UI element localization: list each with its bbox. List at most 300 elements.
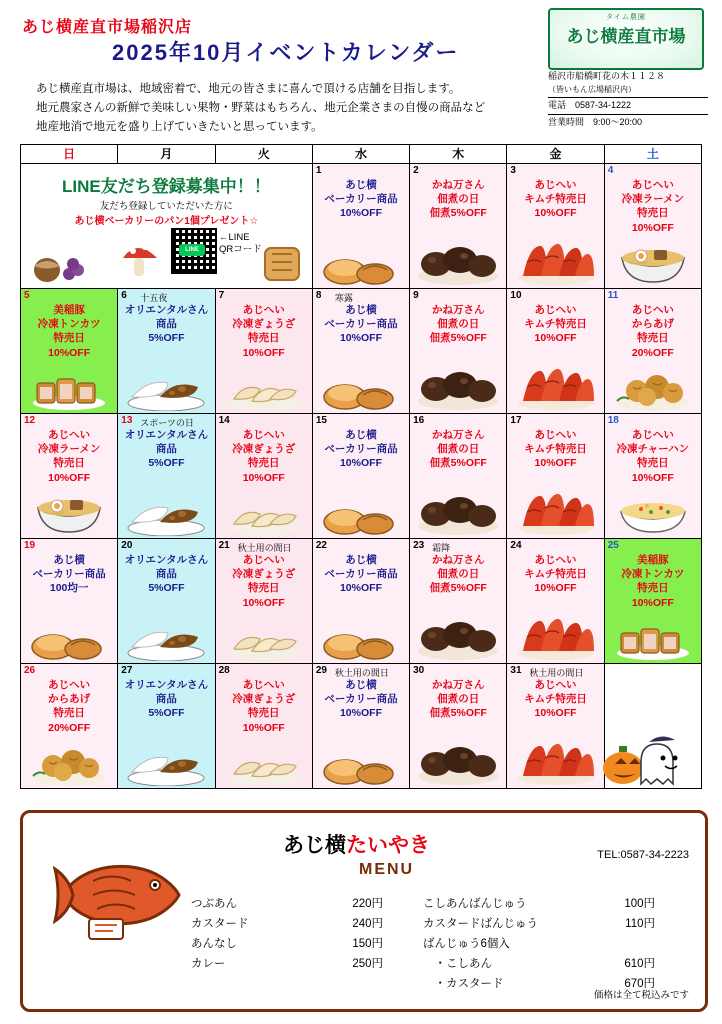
menu-item bbox=[423, 913, 673, 933]
cell-line: あじへい bbox=[242, 554, 285, 566]
tax-note: 価格は全て税込みです bbox=[593, 990, 689, 1001]
cell-line: 10%OFF bbox=[339, 207, 382, 220]
day-event-text bbox=[410, 678, 506, 721]
page-header bbox=[0, 0, 722, 140]
taiyaki-menu-right bbox=[423, 893, 673, 993]
menu-item-price: 250円 bbox=[352, 958, 383, 970]
cell-line: 10%OFF bbox=[534, 457, 577, 470]
taiyaki-fish-icon bbox=[53, 847, 183, 943]
ramen-illustration bbox=[614, 238, 692, 286]
dow-mon: 月 bbox=[118, 145, 215, 164]
calendar-day-cell[interactable] bbox=[21, 289, 118, 414]
cell-line: あじへい bbox=[242, 429, 285, 441]
bread-illustration bbox=[321, 238, 401, 286]
cell-line: あじへい bbox=[534, 429, 577, 441]
line-promo bbox=[21, 164, 312, 288]
bread-illustration bbox=[321, 363, 401, 411]
calendar-day-cell[interactable] bbox=[507, 664, 604, 789]
calendar-header-row bbox=[21, 145, 702, 164]
cell-line: ベーカリー商品 bbox=[32, 568, 106, 581]
day-event-text bbox=[216, 303, 312, 360]
day-note: 秋土用の間日 bbox=[529, 668, 584, 678]
intro-text bbox=[36, 80, 536, 137]
cell-line: キムチ特売日 bbox=[524, 443, 587, 456]
cell-line: あじ横 bbox=[345, 679, 377, 691]
cell-line: 10%OFF bbox=[534, 332, 577, 345]
logo-main-text: あじ横産直市場 bbox=[566, 27, 686, 46]
curry-illustration bbox=[124, 488, 208, 536]
day-number: 24 bbox=[510, 540, 522, 551]
cell-line: 特売日 bbox=[53, 707, 85, 720]
cell-line: 特売日 bbox=[53, 332, 85, 345]
menu-item-price: 610円 bbox=[624, 958, 655, 970]
intro-line-1: あじ横産直市場は、地域密着で、地元の皆さまに喜んで頂ける店舗を目指します。 bbox=[36, 83, 461, 95]
day-note: 秋土用の間日 bbox=[334, 668, 389, 678]
store-logo bbox=[548, 8, 704, 70]
cell-line: 佃煮5%OFF bbox=[429, 582, 487, 595]
calendar-day-cell[interactable] bbox=[118, 539, 215, 664]
calendar-day-cell[interactable] bbox=[312, 664, 409, 789]
menu-item bbox=[423, 933, 673, 953]
bread-illustration bbox=[29, 613, 109, 661]
cell-line: 冷凍ぎょうざ bbox=[232, 693, 296, 706]
halloween-illustration bbox=[593, 726, 713, 786]
day-event-text bbox=[410, 178, 506, 221]
cell-line: 特売日 bbox=[637, 207, 669, 220]
cell-line: キムチ特売日 bbox=[524, 693, 587, 706]
calendar-day-cell[interactable] bbox=[215, 414, 312, 539]
cell-line: 特売日 bbox=[637, 332, 669, 345]
taiyaki-brand-right: たいやき bbox=[346, 834, 430, 857]
cell-line: 特売日 bbox=[247, 457, 280, 470]
day-number: 16 bbox=[413, 415, 425, 426]
day-number: 1 bbox=[315, 165, 322, 176]
day-event-text bbox=[118, 303, 214, 346]
cell-line: キムチ特売日 bbox=[524, 318, 587, 331]
tonkatsu-illustration bbox=[27, 365, 111, 411]
calendar-day-cell[interactable] bbox=[312, 164, 409, 289]
menu-item-price: 240円 bbox=[352, 918, 383, 930]
cell-line: 佃煮5%OFF bbox=[429, 332, 487, 345]
karaage-illustration bbox=[27, 738, 111, 786]
day-number: 20 bbox=[121, 540, 133, 551]
menu-item bbox=[191, 893, 391, 913]
cell-line: かね万さん bbox=[432, 679, 485, 691]
cell-line: あじへい bbox=[48, 429, 91, 441]
calendar-day-cell[interactable] bbox=[21, 539, 118, 664]
cell-line: 佃煮の日 bbox=[437, 318, 480, 331]
day-number: 26 bbox=[24, 665, 36, 676]
ramen-illustration bbox=[30, 488, 108, 536]
day-number: 25 bbox=[607, 540, 619, 551]
calendar-day-cell[interactable] bbox=[215, 664, 312, 789]
cell-line: ベーカリー商品 bbox=[324, 318, 398, 331]
qr-label-line-1: ←LINE bbox=[219, 232, 250, 243]
cell-line: 商品 bbox=[155, 443, 177, 456]
chestnut-icon bbox=[29, 240, 85, 286]
day-event-text bbox=[410, 303, 506, 346]
calendar-day-cell[interactable] bbox=[118, 289, 215, 414]
day-event-text bbox=[313, 178, 409, 221]
tonkatsu-illustration bbox=[611, 615, 695, 661]
day-event-text bbox=[605, 428, 701, 485]
menu-item-name: こしあんばんじゅう bbox=[423, 898, 527, 910]
calendar-day-cell[interactable] bbox=[507, 289, 604, 414]
menu-item-name: つぶあん bbox=[191, 898, 237, 910]
cell-line: あじ横 bbox=[345, 554, 377, 566]
calendar-day-cell[interactable] bbox=[410, 164, 507, 289]
gyoza-illustration bbox=[222, 740, 306, 786]
store-address-sub: （皆いもん広場稲沢内） bbox=[548, 84, 636, 94]
cell-line: 冷凍ラーメン bbox=[621, 193, 685, 206]
menu-item bbox=[423, 953, 673, 973]
cell-line: あじ横 bbox=[345, 429, 377, 441]
calendar-week-row bbox=[21, 664, 702, 789]
cell-line: 特売日 bbox=[637, 457, 669, 470]
curry-illustration bbox=[124, 613, 208, 661]
cell-line: 冷凍トンカツ bbox=[621, 568, 685, 581]
cell-line: 佃煮の日 bbox=[437, 443, 480, 456]
cell-line: 5%OFF bbox=[148, 582, 185, 595]
cell-line: あじ横 bbox=[345, 304, 377, 316]
day-number: 23 bbox=[413, 540, 425, 551]
kimchi-illustration bbox=[513, 236, 599, 286]
menu-item-name: ・こしあん bbox=[423, 958, 492, 970]
curry-illustration bbox=[124, 363, 208, 411]
cell-line: 10%OFF bbox=[242, 471, 285, 484]
menu-item bbox=[423, 893, 673, 913]
calendar-day-cell[interactable] bbox=[215, 289, 312, 414]
cell-line: 10%OFF bbox=[242, 721, 285, 734]
intro-line-2: 地元農家さんの新鮮で美味しい果物・野菜はもちろん、地元企業さまの自慢の商品など bbox=[36, 101, 486, 114]
tsukudani-illustration bbox=[412, 486, 504, 536]
day-event-text bbox=[313, 428, 409, 471]
day-number: 5 bbox=[24, 290, 30, 301]
day-number: 19 bbox=[24, 540, 36, 551]
menu-item-price: 100円 bbox=[624, 898, 655, 910]
day-number: 17 bbox=[510, 415, 522, 426]
gyoza-illustration bbox=[222, 365, 306, 411]
calendar-day-cell[interactable] bbox=[21, 664, 118, 789]
cell-line: ベーカリー商品 bbox=[324, 443, 398, 456]
day-event-text bbox=[410, 553, 506, 596]
dow-thu: 木 bbox=[410, 145, 507, 164]
day-number: 13 bbox=[121, 415, 133, 426]
day-number: 9 bbox=[413, 290, 419, 301]
cell-line: かね万さん bbox=[432, 554, 485, 566]
taiyaki-brand bbox=[283, 829, 430, 859]
day-event-text bbox=[313, 553, 409, 596]
qr-label bbox=[219, 232, 262, 257]
cell-line: あじへい bbox=[631, 179, 674, 191]
day-event-text bbox=[118, 428, 214, 471]
line-promo-cell[interactable] bbox=[21, 164, 313, 289]
day-note: 寒露 bbox=[334, 293, 353, 303]
cell-line: あじへい bbox=[631, 429, 674, 441]
menu-item-price: 670円 bbox=[624, 978, 655, 990]
page-title: 2025年10月イベントカレンダー bbox=[112, 40, 460, 65]
cell-line: あじへい bbox=[242, 679, 285, 691]
taiyaki-tel: TEL:0587-34-2223 bbox=[597, 849, 689, 861]
calendar-week-row bbox=[21, 164, 702, 289]
cell-line: 5%OFF bbox=[148, 457, 185, 470]
day-number: 28 bbox=[218, 665, 230, 676]
calendar-day-cell[interactable] bbox=[410, 289, 507, 414]
bread-illustration bbox=[321, 488, 401, 536]
promo-title: LINE友だち登録募集中！！ bbox=[62, 177, 271, 196]
menu-item-name: カレー bbox=[191, 958, 226, 970]
day-note: 秋土用の間日 bbox=[237, 543, 292, 553]
day-number: 29 bbox=[315, 665, 327, 676]
kimchi-illustration bbox=[513, 486, 599, 536]
menu-item-name: ばんじゅう6個入 bbox=[423, 938, 510, 950]
day-event-text bbox=[507, 428, 603, 471]
menu-item-name: ・カスタード bbox=[423, 978, 504, 990]
day-number: 11 bbox=[607, 290, 619, 301]
cookie-icon bbox=[260, 240, 306, 286]
taiyaki-menu-left bbox=[191, 893, 391, 973]
cell-line: 20%OFF bbox=[48, 721, 91, 734]
cell-line: ベーカリー商品 bbox=[324, 568, 398, 581]
calendar-week-row bbox=[21, 539, 702, 664]
tsukudani-illustration bbox=[412, 236, 504, 286]
cell-line: 10%OFF bbox=[242, 346, 285, 359]
calendar-day-cell[interactable] bbox=[312, 539, 409, 664]
kimchi-illustration bbox=[513, 611, 599, 661]
day-number: 18 bbox=[607, 415, 619, 426]
cell-line: 冷凍トンカツ bbox=[37, 318, 101, 331]
cell-line: あじへい bbox=[242, 304, 285, 316]
store-address: 稲沢市船橋町花の木１１２８ bbox=[548, 71, 666, 81]
day-note: 霜降 bbox=[432, 543, 451, 553]
day-number: 31 bbox=[510, 665, 522, 676]
menu-item-name: カスタード bbox=[191, 918, 249, 930]
promo-sub-1: 友だち登録していただいた方に bbox=[99, 201, 233, 212]
kimchi-illustration bbox=[513, 736, 599, 786]
cell-line: 10%OFF bbox=[242, 596, 285, 609]
bread-illustration bbox=[321, 738, 401, 786]
cell-line: 10%OFF bbox=[339, 582, 382, 595]
day-event-text bbox=[605, 303, 701, 360]
calendar-day-cell[interactable] bbox=[604, 539, 701, 664]
day-event-text bbox=[605, 553, 701, 610]
cell-line: オリエンタルさん bbox=[124, 679, 209, 691]
menu-item-price: 150円 bbox=[352, 938, 383, 950]
store-name: あじ横産直市場稲沢店 bbox=[22, 19, 193, 36]
event-calendar bbox=[20, 144, 702, 789]
intro-line-3: 地産地消で地元を盛り上げていきたいと思っています。 bbox=[36, 120, 323, 133]
mushroom-icon bbox=[117, 234, 173, 284]
day-number: 30 bbox=[413, 665, 425, 676]
dow-fri: 金 bbox=[507, 145, 604, 164]
calendar-day-cell[interactable] bbox=[604, 164, 701, 289]
cell-line: 冷凍ぎょうざ bbox=[232, 443, 296, 456]
cell-line: 10%OFF bbox=[631, 596, 674, 609]
cell-line: 佃煮の日 bbox=[437, 568, 480, 581]
kimchi-illustration bbox=[513, 361, 599, 411]
calendar-day-cell[interactable] bbox=[312, 289, 409, 414]
day-event-text bbox=[21, 303, 117, 360]
menu-item-price: 110円 bbox=[625, 918, 655, 930]
karaage-illustration bbox=[611, 363, 695, 411]
cell-line: 特売日 bbox=[637, 582, 669, 595]
cell-line: 冷凍ラーメン bbox=[37, 443, 101, 456]
curry-illustration bbox=[124, 738, 208, 786]
cell-line: 特売日 bbox=[53, 457, 85, 470]
day-event-text bbox=[410, 428, 506, 471]
calendar-week-row bbox=[21, 414, 702, 539]
day-event-text bbox=[21, 428, 117, 485]
bread-illustration bbox=[321, 613, 401, 661]
cell-line: あじへい bbox=[534, 679, 577, 691]
gyoza-illustration bbox=[222, 490, 306, 536]
cell-line: あじ横 bbox=[345, 179, 377, 191]
calendar-day-cell[interactable] bbox=[507, 164, 604, 289]
menu-item bbox=[191, 953, 391, 973]
cell-line: 佃煮の日 bbox=[437, 693, 480, 706]
calendar-day-cell[interactable] bbox=[21, 414, 118, 539]
day-number: 6 bbox=[121, 290, 127, 301]
day-number: 21 bbox=[218, 540, 230, 551]
day-event-text bbox=[507, 178, 603, 221]
cell-line: からあげ bbox=[631, 318, 674, 331]
cell-line: かね万さん bbox=[432, 429, 485, 441]
calendar-day-cell[interactable] bbox=[410, 539, 507, 664]
day-number: 3 bbox=[510, 165, 516, 176]
day-event-text bbox=[216, 678, 312, 735]
gyoza-illustration bbox=[222, 615, 306, 661]
cell-line: 商品 bbox=[155, 318, 177, 331]
store-hours: 営業時間 9:00～20:00 bbox=[548, 117, 643, 128]
calendar-day-cell[interactable] bbox=[215, 539, 312, 664]
cell-line: 10%OFF bbox=[534, 207, 577, 220]
cell-line: オリエンタルさん bbox=[124, 304, 209, 316]
day-event-text bbox=[605, 178, 701, 235]
day-number: 8 bbox=[315, 290, 322, 301]
dow-sun: 日 bbox=[21, 145, 118, 164]
cell-line: オリエンタルさん bbox=[124, 429, 209, 441]
cell-line: 美稲豚 bbox=[637, 554, 669, 566]
tsukudani-illustration bbox=[412, 611, 504, 661]
cell-line: 特売日 bbox=[247, 707, 280, 720]
calendar-day-cell[interactable] bbox=[312, 414, 409, 539]
cell-line: 10%OFF bbox=[48, 471, 91, 484]
dow-wed: 水 bbox=[312, 145, 409, 164]
day-number: 14 bbox=[218, 415, 230, 426]
menu-item bbox=[191, 933, 391, 953]
cell-line: 美稲豚 bbox=[53, 304, 85, 316]
cell-line: あじ横 bbox=[53, 554, 85, 566]
day-event-text bbox=[216, 553, 312, 610]
cell-line: 5%OFF bbox=[148, 707, 185, 720]
calendar-day-cell[interactable] bbox=[118, 664, 215, 789]
cell-line: 冷凍ぎょうざ bbox=[232, 568, 296, 581]
line-badge: LINE bbox=[179, 244, 205, 256]
cell-line: 10%OFF bbox=[48, 346, 91, 359]
tsukudani-illustration bbox=[412, 361, 504, 411]
calendar-day-cell[interactable] bbox=[507, 539, 604, 664]
cell-line: 100均一 bbox=[49, 582, 89, 595]
cell-line: からあげ bbox=[48, 693, 91, 706]
day-number: 22 bbox=[315, 540, 327, 551]
cell-line: 5%OFF bbox=[148, 332, 185, 345]
day-number: 27 bbox=[121, 665, 133, 676]
store-tel: 電話 0587-34-1222 bbox=[548, 100, 632, 111]
menu-item-price: 220円 bbox=[352, 898, 383, 910]
cell-line: あじへい bbox=[534, 179, 577, 191]
cell-line: かね万さん bbox=[432, 304, 485, 316]
cell-line: 商品 bbox=[155, 568, 177, 581]
cell-line: 佃煮5%OFF bbox=[429, 457, 487, 470]
day-number: 7 bbox=[218, 290, 225, 301]
cell-line: あじへい bbox=[48, 679, 91, 691]
divider bbox=[548, 114, 708, 115]
cell-line: 佃煮の日 bbox=[437, 193, 480, 206]
cell-line: あじへい bbox=[534, 554, 577, 566]
calendar-day-cell[interactable] bbox=[604, 664, 701, 789]
cell-line: 20%OFF bbox=[631, 346, 674, 359]
taiyaki-panel bbox=[20, 810, 708, 1012]
cell-line: 佃煮5%OFF bbox=[429, 707, 487, 720]
cell-line: オリエンタルさん bbox=[124, 554, 209, 566]
logo-top-text: タイム農園 bbox=[606, 14, 646, 21]
day-event-text bbox=[507, 678, 603, 721]
calendar-day-cell[interactable] bbox=[118, 414, 215, 539]
day-event-text bbox=[118, 678, 214, 721]
cell-line: 冷凍チャーハン bbox=[616, 443, 690, 456]
day-number: 2 bbox=[413, 165, 419, 176]
cell-line: あじへい bbox=[534, 304, 577, 316]
cell-line: 10%OFF bbox=[534, 582, 577, 595]
cell-line: 10%OFF bbox=[339, 707, 382, 720]
calendar-day-cell[interactable] bbox=[604, 289, 701, 414]
menu-item-name: あんなし bbox=[191, 938, 237, 950]
cell-line: あじへい bbox=[631, 304, 674, 316]
calendar-day-cell[interactable] bbox=[410, 664, 507, 789]
day-note: 十五夜 bbox=[140, 293, 168, 303]
cell-line: ベーカリー商品 bbox=[324, 193, 398, 206]
day-event-text bbox=[21, 553, 117, 596]
calendar-day-cell[interactable] bbox=[507, 414, 604, 539]
calendar-week-row bbox=[21, 289, 702, 414]
cell-line: キムチ特売日 bbox=[524, 568, 587, 581]
chahan-illustration bbox=[613, 490, 693, 536]
menu-item-name: カスタードばんじゅう bbox=[423, 918, 538, 930]
cell-line: キムチ特売日 bbox=[524, 193, 587, 206]
cell-line: 佃煮5%OFF bbox=[429, 207, 487, 220]
cell-line: 10%OFF bbox=[339, 457, 382, 470]
taiyaki-brand-left: あじ横 bbox=[283, 834, 346, 857]
day-event-text bbox=[313, 678, 409, 721]
divider bbox=[548, 97, 708, 98]
day-event-text bbox=[507, 553, 603, 596]
cell-line: 10%OFF bbox=[631, 221, 674, 234]
cell-line: 10%OFF bbox=[631, 471, 674, 484]
calendar-day-cell[interactable] bbox=[604, 414, 701, 539]
day-number: 15 bbox=[315, 415, 327, 426]
cell-line: かね万さん bbox=[432, 179, 485, 191]
day-event-text bbox=[216, 428, 312, 485]
tsukudani-illustration bbox=[412, 736, 504, 786]
cell-line: 特売日 bbox=[247, 582, 280, 595]
dow-sat: 土 bbox=[604, 145, 701, 164]
cell-line: 商品 bbox=[155, 693, 177, 706]
cell-line: 10%OFF bbox=[339, 332, 382, 345]
day-event-text bbox=[118, 553, 214, 596]
day-number: 12 bbox=[24, 415, 36, 426]
day-event-text bbox=[507, 303, 603, 346]
calendar-day-cell[interactable] bbox=[410, 414, 507, 539]
